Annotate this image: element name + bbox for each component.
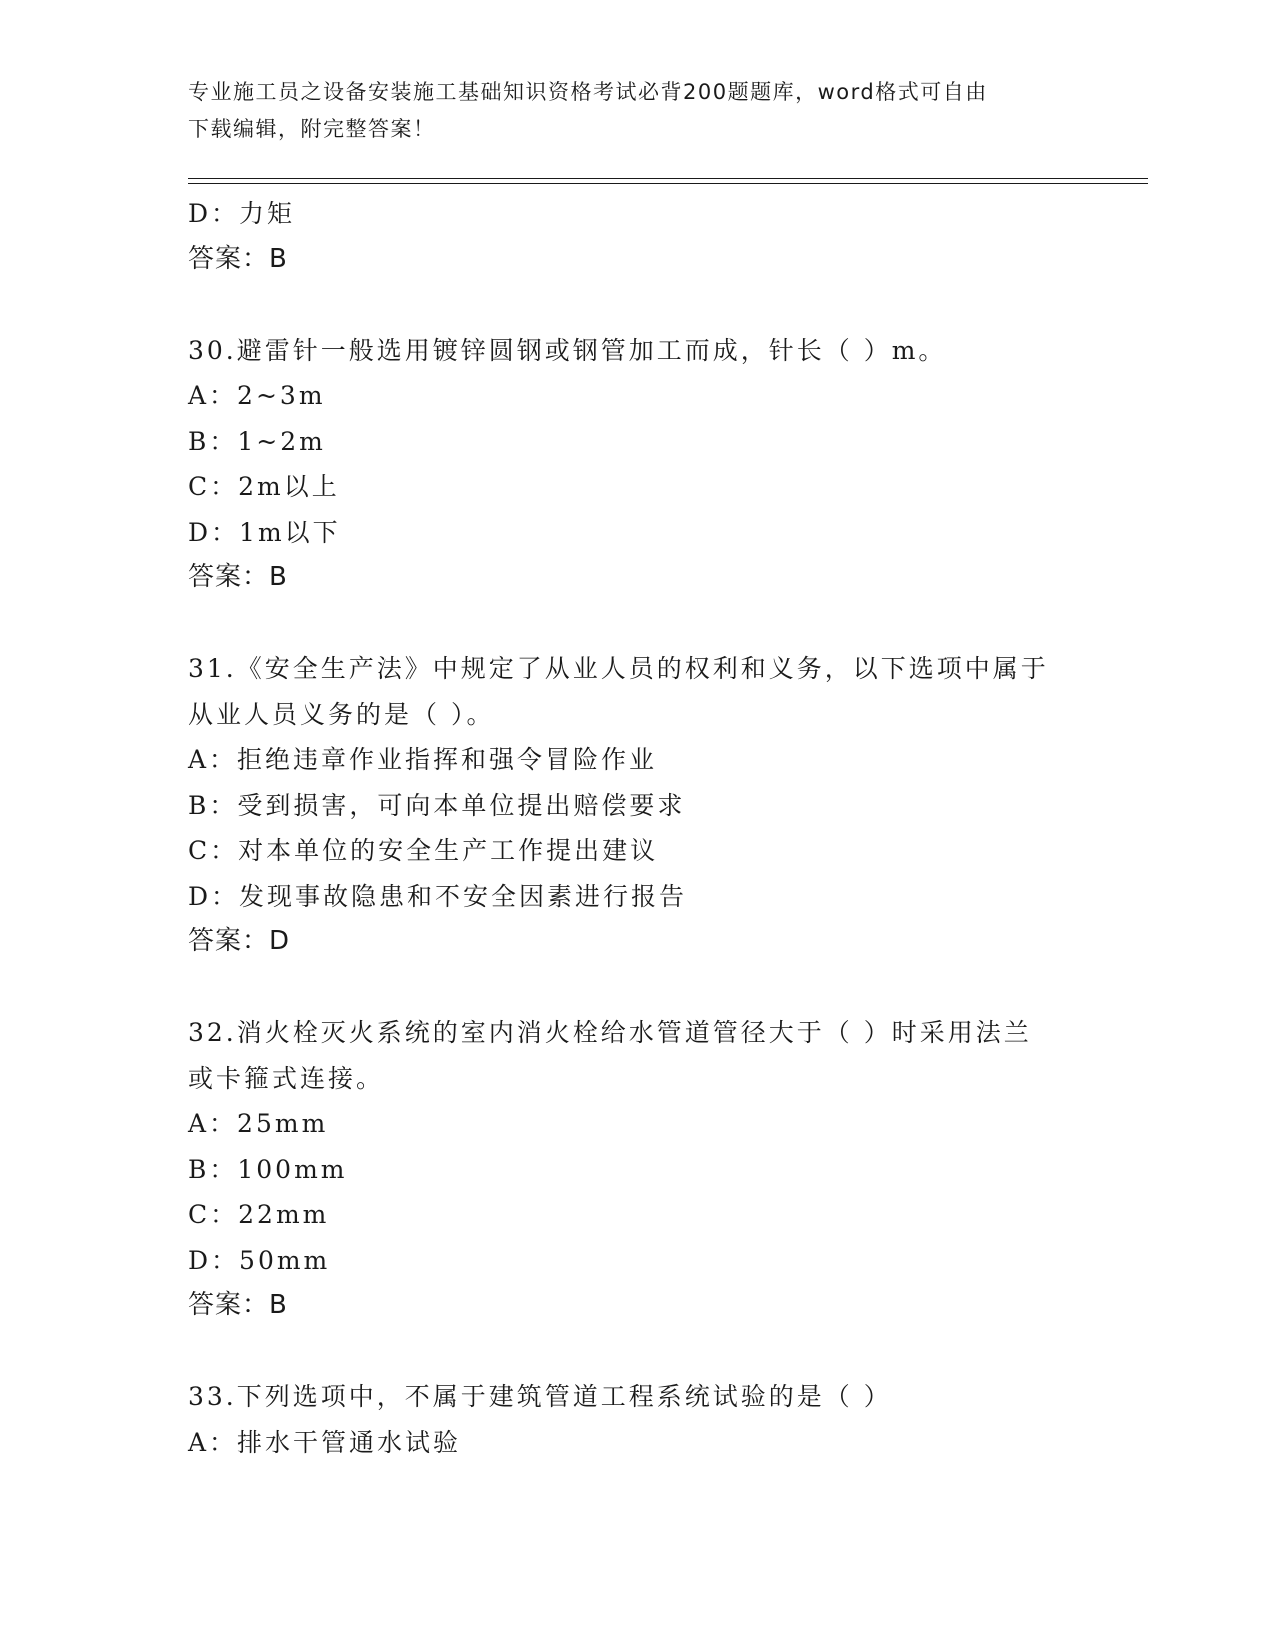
question-30 [188,328,1088,601]
spacer [188,1329,1088,1375]
answer: 答案：B [188,243,288,274]
document-body [188,191,1088,1465]
option-b: B：100mm [188,1154,348,1184]
header-divider-top [188,178,1148,179]
option-a: A：2~3m [188,381,326,410]
answer: 答案：D [188,926,291,956]
question-stem-line-2: 或卡箍式连接。 [188,1063,385,1093]
answer: 答案：B [188,562,288,592]
question-stem-line-2: 从业人员义务的是（ ）。 [188,699,495,729]
question-stem: 30.避雷针一般选用镀锌圆钢或钢管加工而成，针长（ ）m。 [188,335,947,365]
option-c: C：对本单位的安全生产工作提出建议 [188,836,659,865]
header-title-line-1: 专业施工员之设备安装施工基础知识资格考试必背200题题库，word格式可自由 [188,80,988,104]
question-32 [188,1010,1088,1329]
option-b: B：受到损害，可向本单位提出赔偿要求 [188,790,686,820]
document-header [188,74,1068,148]
question-29-tail [188,191,1088,282]
option-d: D：50mm [188,1245,331,1275]
question-33 [188,1374,1088,1465]
question-stem: 33.下列选项中，不属于建筑管道工程系统试验的是（ ） [188,1382,892,1411]
spacer [188,282,1088,328]
option-c: C：22mm [188,1200,330,1229]
option-b: B：1~2m [188,426,326,456]
option-a: A：拒绝违章作业指挥和强令冒险作业 [188,745,658,774]
question-stem-line-1: 32.消火栓灭火系统的室内消火栓给水管道管径大于（ ）时采用法兰 [188,1018,1032,1047]
spacer [188,601,1088,647]
question-31 [188,646,1088,965]
question-stem-line-1: 31.《安全生产法》中规定了从业人员的权利和义务，以下选项中属于 [188,654,1049,683]
option-a: A：排水干管通水试验 [188,1427,462,1457]
header-title-line-2: 下载编辑，附完整答案！ [188,117,436,141]
spacer [188,965,1088,1011]
option-d: D：1m以下 [188,517,341,547]
option-d: D：力矩 [188,199,296,228]
answer: 答案：B [188,1290,288,1320]
option-a: A：25mm [188,1109,329,1138]
header-divider-bottom [188,183,1148,184]
option-d: D：发现事故隐患和不安全因素进行报告 [188,881,688,911]
option-c: C：2m以上 [188,472,340,501]
